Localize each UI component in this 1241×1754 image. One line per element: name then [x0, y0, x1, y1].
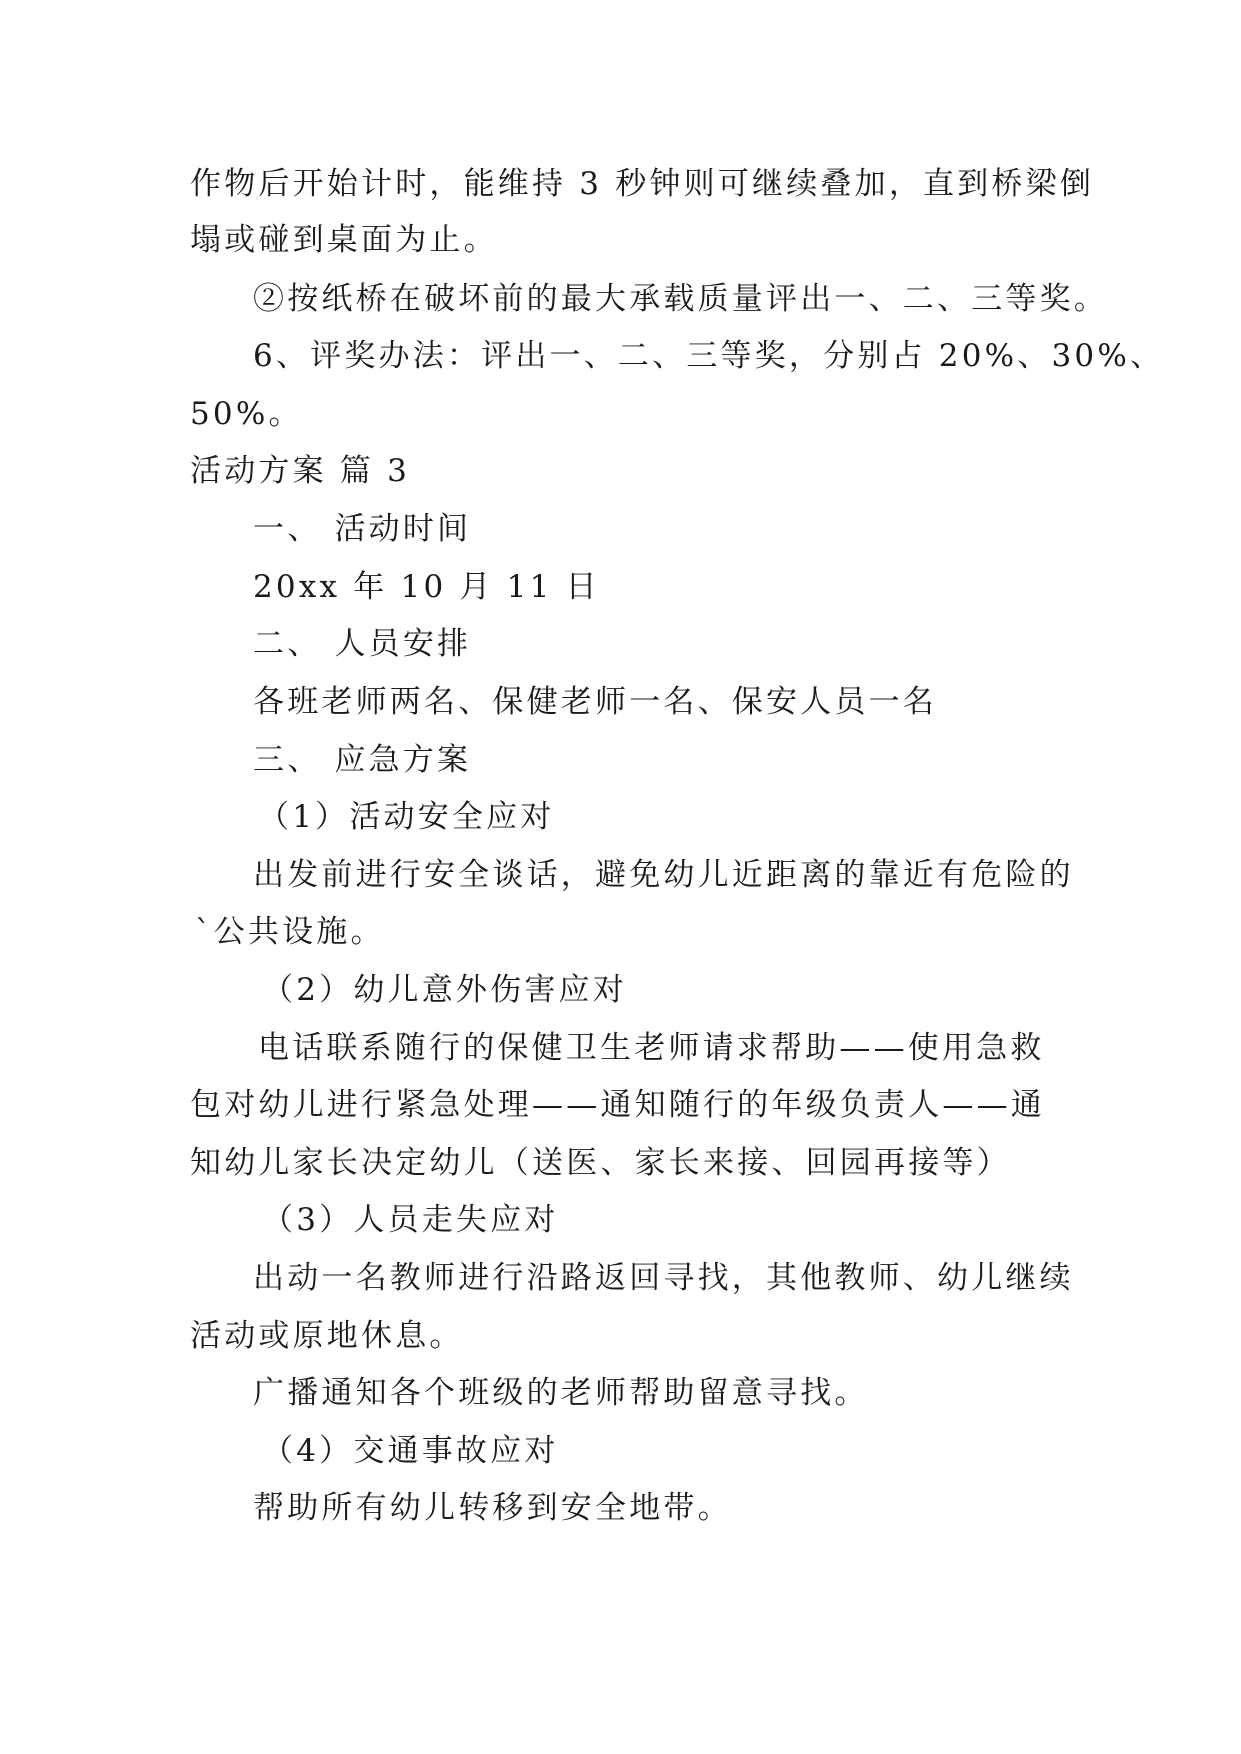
paragraph-line: 50%。 [190, 396, 303, 432]
item-heading: （3）人员走失应对 [262, 1202, 559, 1238]
subheading: 一、 活动时间 [253, 511, 472, 547]
paragraph-line: 活动或原地休息。 [190, 1318, 464, 1354]
paragraph-line: 出发前进行安全谈话，避免幼儿近距离的靠近有危险的 [253, 857, 1074, 893]
paragraph-line: 6、评奖办法：评出一、二、三等奖，分别占 20%、30%、 [253, 338, 1165, 374]
paragraph-line: 电话联系随行的保健卫生老师请求帮助——使用急救 [258, 1030, 1045, 1066]
paragraph-line: 知幼儿家长决定幼儿（送医、家长来接、回园再接等） [190, 1145, 1011, 1181]
paragraph-line: 塌或碰到桌面为止。 [190, 222, 498, 258]
paragraph-line: 作物后开始计时，能维持 3 秒钟则可继续叠加，直到桥梁倒 [190, 166, 1095, 202]
paragraph-line: ②按纸桥在破坏前的最大承载质量评出一、二、三等奖。 [253, 281, 1108, 317]
subheading: 三、 应急方案 [253, 742, 472, 778]
item-heading: （1）活动安全应对 [258, 799, 555, 835]
paragraph-line: 各班老师两名、保健老师一名、保安人员一名 [253, 684, 937, 720]
paragraph-line: `公共设施。 [195, 914, 385, 950]
date-line: 20xx 年 10 月 11 日 [253, 569, 600, 605]
paragraph-line: 广播通知各个班级的老师帮助留意寻找。 [253, 1375, 869, 1411]
section-heading: 活动方案 篇 3 [190, 453, 411, 489]
subheading: 二、 人员安排 [253, 626, 472, 662]
item-heading: （2）幼儿意外伤害应对 [262, 972, 627, 1008]
paragraph-line: 包对幼儿进行紧急处理——通知随行的年级负责人——通 [190, 1087, 1045, 1123]
paragraph-line: 出动一名教师进行沿路返回寻找，其他教师、幼儿继续 [253, 1260, 1074, 1296]
item-heading: （4）交通事故应对 [262, 1433, 559, 1469]
paragraph-line: 帮助所有幼儿转移到安全地带。 [253, 1490, 732, 1526]
